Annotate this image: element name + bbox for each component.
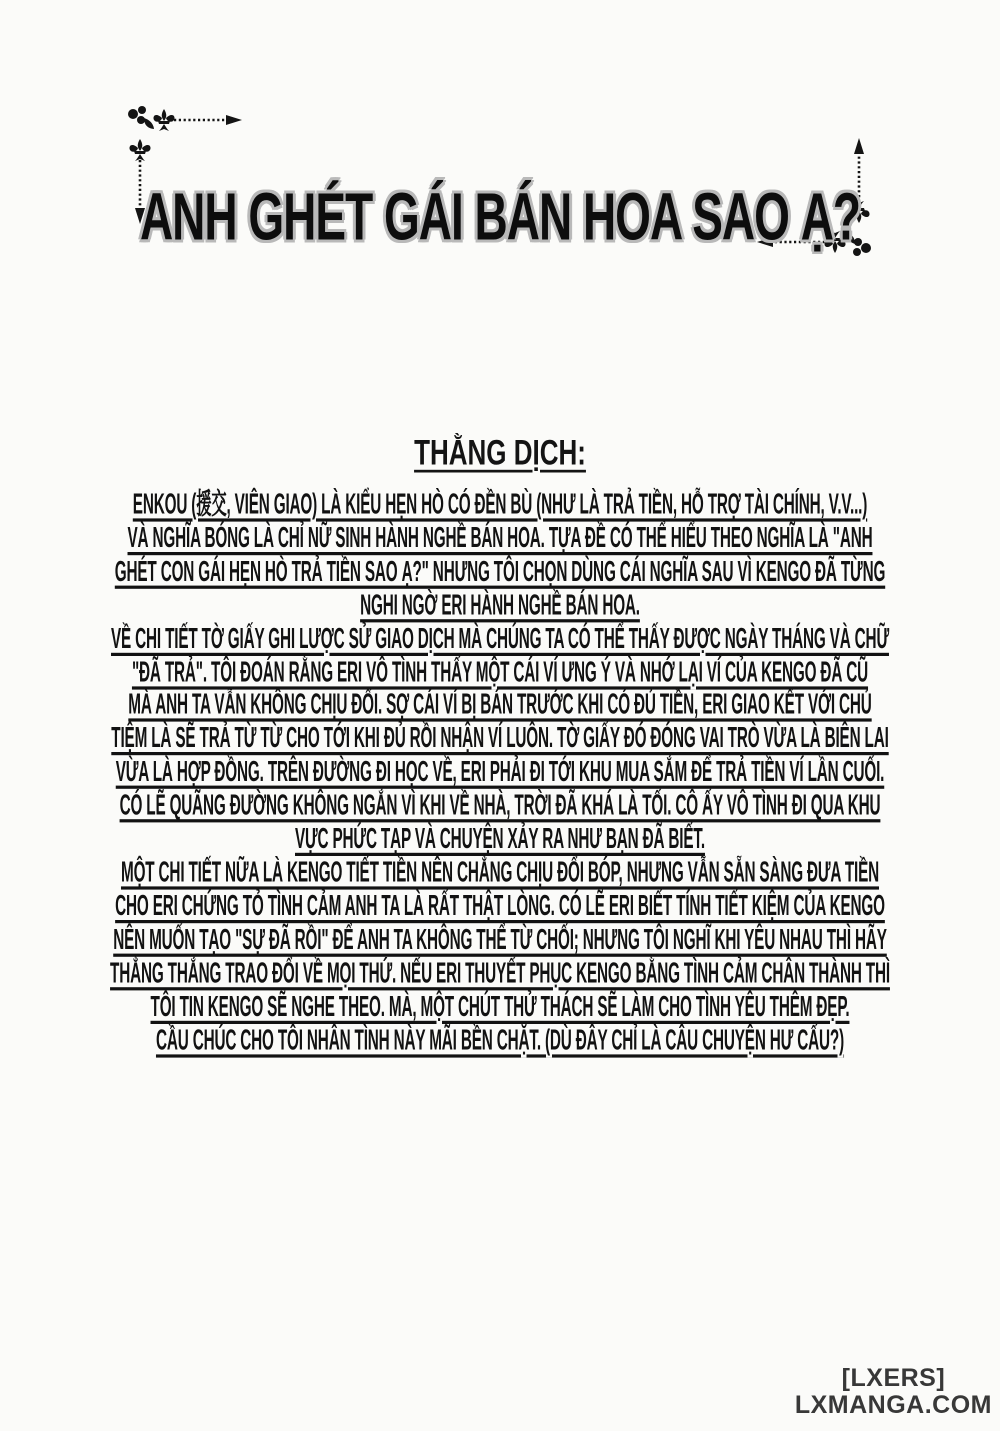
- note-line: MỘT CHI TIẾT NỮA LÀ KENGO TIẾT TIỀN NÊN CHẲNG CHỊU ĐỔI BÓP, NHƯNG VẪN SẴN SÀNG ĐƯA TIỀN: [120, 855, 879, 888]
- note-line: GHÉT CON GÁI HẸN HÒ TRẢ TIỀN SAO Ạ?" NHƯNG TÔI CHỌN DÙNG CÁI NGHĨA SAU VÌ KENGO ĐÃ TỪNG: [114, 554, 886, 587]
- note-line: ENKOU (援交, VIÊN GIAO) LÀ KIỂU HẸN HÒ CÓ ĐỀN BÙ (NHƯ LÀ TRẢ TIỀN, HỖ TRỢ TÀI CHÍNH, V.V...): [132, 488, 868, 520]
- note-line: VỰC PHỨC TẠP VÀ CHUYỆN XẢY RA NHƯ BẠN ĐÃ BIẾT.: [295, 822, 705, 855]
- note-line: THẲNG THẮNG TRAO ĐỔI VỀ MỌI THỨ. NẾU ERI THUYẾT PHỤC KENGO BẰNG TÌNH CẢM CHÂN THÀNH THÌ: [110, 956, 890, 989]
- note-line: VỀ CHI TIẾT TỜ GIẤY GHI LƯỢC SỬ GIAO DỊCH MÀ CHÚNG TA CÓ THỂ THẤY ĐƯỢC NGÀY THÁNG VÀ CHỮ: [111, 621, 889, 654]
- note-line: VỪA LÀ HỢP ĐỒNG. TRÊN ĐƯỜNG ĐI HỌC VỀ, ERI PHẢI ĐI TỚI KHU MUA SẮM ĐỂ TRẢ TIỀN VÍ LẦN CUỐI.: [115, 755, 885, 788]
- note-line: CÓ LẼ QUÃNG ĐƯỜNG KHÔNG NGẮN VÌ KHI VỀ NHÀ, TRỜI ĐÃ KHÁ LÀ TỐI. CÔ ẤY VÔ TÌNH ĐI QUA KHU: [119, 789, 881, 822]
- note-line: TIỆM LÀ SẼ TRẢ TỪ TỪ CHO TỚI KHI ĐỦ RỒI NHẬN VÍ LUÔN. TỜ GIẤY ĐÓ ĐÓNG VAI TRÒ VỪA LÀ BIÊN LAI: [111, 722, 889, 755]
- section-heading: THẰNG DỊCH:: [414, 431, 586, 473]
- note-line: "ĐÃ TRẢ". TÔI ĐOÁN RẰNG ERI VÔ TÌNH THẤY MỘT CÁI VÍ ƯNG Ý VÀ NHỚ LẠI VÍ CỦA KENGO ĐÃ CŨ: [131, 655, 869, 688]
- note-line: NGHI NGỜ ERI HÀNH NGHỀ BÁN HOA.: [360, 588, 640, 621]
- site-name: LXMANGA.COM: [794, 1391, 992, 1419]
- note-line: NÊN MUỐN TẠO "SỰ ĐÃ RỒI" ĐỂ ANH TA KHÔNG THỂ TỪ CHỐI; NHƯNG TÔI NGHĨ KHI YÊU NHAU THÌ HÃY: [113, 922, 887, 955]
- footer-credit: [795, 1365, 992, 1419]
- note-line: VÀ NGHĨA BÓNG LÀ CHỈ NỮ SINH HÀNH NGHỀ BÁN HOA. TỰA ĐỀ CÓ THỂ HIỂU THEO NGHĨA LÀ "ANH: [127, 521, 873, 554]
- group-tag: [LXERS]: [841, 1364, 946, 1392]
- note-line: TÔI TIN KENGO SẼ NGHE THEO. MÀ, MỘT CHÚT THỬ THÁCH SẼ LÀM CHO TÌNH YÊU THÊM ĐẸP.: [150, 989, 850, 1022]
- translator-notes: [0, 488, 1000, 1057]
- page-title: ANH GHÉT GÁI BÁN HOA SAO Ạ?: [139, 178, 861, 254]
- note-line: CẦU CHÚC CHO TÔI NHÂN TÌNH NÀY MÃI BỀN CHẶT. (DÙ ĐÂY CHỈ LÀ CÂU CHUYỆN HƯ CẤU?): [155, 1023, 845, 1056]
- note-line: CHO ERI CHỨNG TỎ TÌNH CẢM ANH TA LÀ RẤT THẬT LÒNG. CÓ LẼ ERI BIẾT TÍNH TIẾT KIỆM CỦA KENGO: [115, 889, 885, 922]
- note-line: MÀ ANH TA VẪN KHÔNG CHỊU ĐỔI. SỢ CÁI VÍ BỊ BÁN TRƯỚC KHI CÓ ĐỦ TIỀN, ERI GIAO KẾT VỚI CHỦ: [128, 688, 872, 721]
